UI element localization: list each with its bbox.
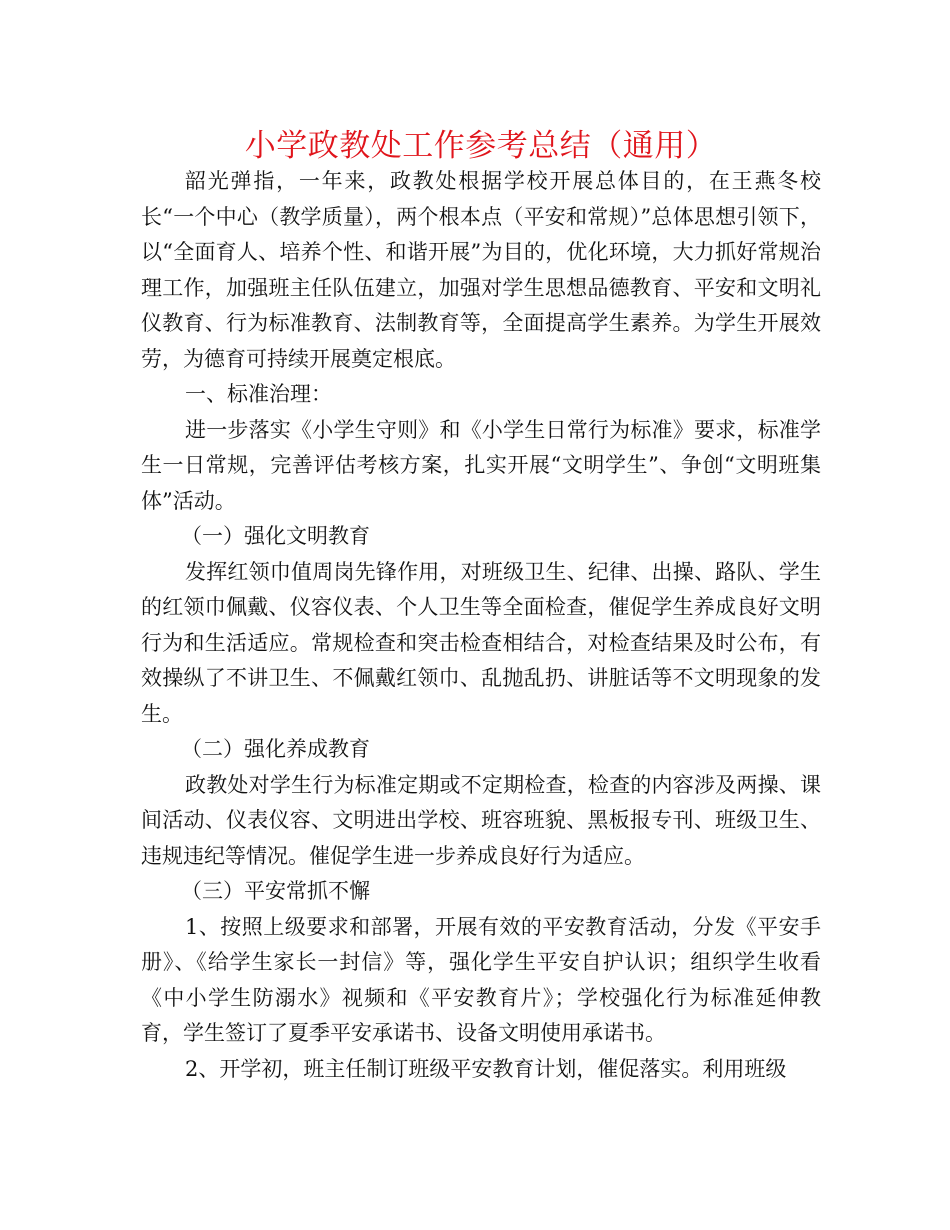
section-paragraph-standard-management: 进一步落实《小学生守则》和《小学生日常行为标准》要求，标准学生一日常规，完善评估考核方案，扎实开展“文明学生”、争创“文明班集体”活动。 [141,417,821,513]
subheading-habit-education: （二）强化养成教育 [181,737,370,761]
subheading-civilization-education: （一）强化文明教育 [181,524,370,548]
paragraph-safety-item-2: 2、开学初，班主任制订班级平安教育计划，催促落实。利用班级 [185,1056,787,1081]
document-text [141,164,821,1087]
subheading-safety: （三）平安常抓不懈 [181,879,370,903]
document-body [141,128,821,1087]
paragraph-safety-item-1: 1、按照上级要求和部署，开展有效的平安教育活动，分发《平安手册》、《给学生家长一封信》等，强化学生平安自护认识；组织学生收看《中小学生防溺水》视频和《平安教育片》；学校强化行为标准延伸教育，学生签订了夏季平安承诺书、设备文明使用承诺书。 [141,914,821,1045]
section-heading-standard-management: 一、标准治理： [185,382,332,406]
paragraph-habit-education: 政教处对学生行为标准定期或不定期检查，检查的内容涉及两操、课间活动、仪表仪容、文明进出学校、班容班貌、黑板报专刊、班级卫生、违规违纪等情况。催促学生进一步养成良好行为适应。 [141,772,821,868]
document-title: 小学政教处工作参考总结（通用） [244,128,718,164]
paragraph-civilization-education: 发挥红领巾值周岗先锋作用，对班级卫生、纪律、出操、路队、学生的红领巾佩戴、仪容仪表、个人卫生等全面检查，催促学生养成良好文明行为和生活适应。常规检查和突击检查相结合，对检查结果及时公布，有效操纵了不讲卫生、不佩戴红领巾、乱抛乱扔、讲脏话等不文明现象的发生。 [141,559,821,726]
intro-paragraph: 韶光弹指，一年来，政教处根据学校开展总体目的，在王燕冬校长“一个中心（教学质量），两个根本点（平安和常规）”总体思想引领下，以“全面育人、培养个性、和谐开展”为目的，优化环境，大力抓好常规治理工作，加强班主任队伍建立，加强对学生思想品德教育、平安和文明礼仪教育、行为标准教育、法制教育等，全面提高学生素养。为学生开展效劳，为德育可持续开展奠定根底。 [141,169,821,371]
